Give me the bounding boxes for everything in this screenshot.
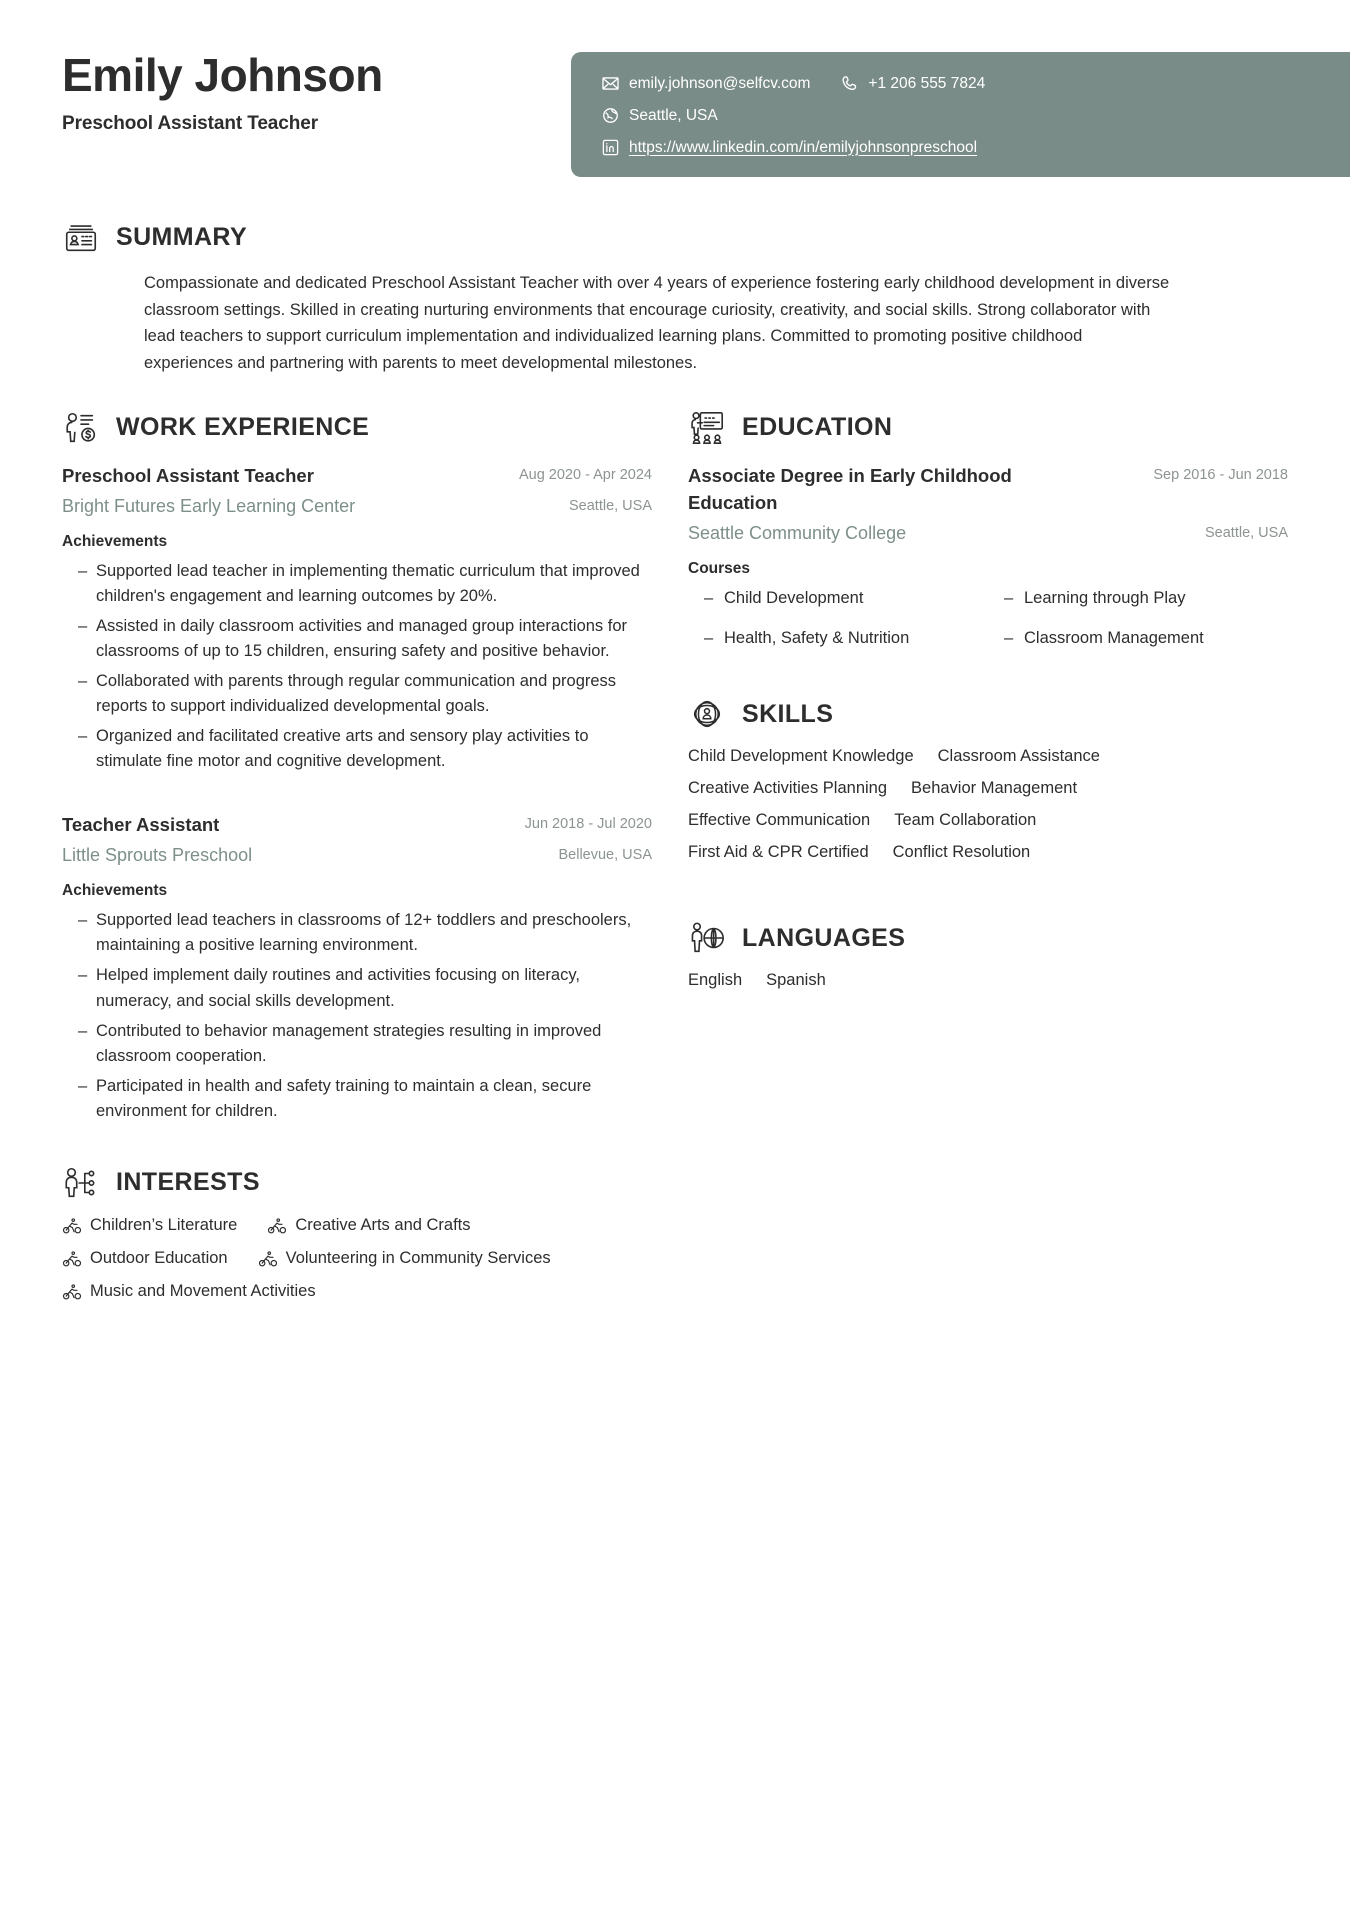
phone-icon xyxy=(840,74,859,93)
languages-heading xyxy=(688,919,1288,957)
section-skills xyxy=(688,695,1288,875)
job-title: Preschool Assistant Teacher xyxy=(62,112,319,134)
interests-list xyxy=(62,1216,622,1315)
achievement-item: – Contributed to behavior management strategies resulting in improved classroom cooperation. xyxy=(62,1019,652,1069)
achievement-item: – Assisted in daily classroom activities and managed group interactions for classrooms of up to 15 children, ensuring safety and positive behavior. xyxy=(62,614,652,664)
two-column-layout xyxy=(62,409,1288,1315)
interest-item xyxy=(62,1216,237,1236)
section-languages xyxy=(688,919,1288,1003)
course-item: – Classroom Management xyxy=(1002,626,1288,651)
contact-phone-text: +1 206 555 7824 xyxy=(868,74,986,92)
skill-item: Conflict Resolution xyxy=(892,843,1031,862)
summary-heading xyxy=(62,218,1288,256)
cyclist-icon xyxy=(62,1216,82,1236)
languages-title: LANGUAGES xyxy=(742,923,906,952)
contact-linkedin[interactable] xyxy=(601,138,977,157)
classroom-teaching-icon xyxy=(688,409,726,447)
interest-item xyxy=(62,1282,316,1302)
work-location: Bellevue, USA xyxy=(558,847,652,864)
education-institution: Seattle Community College xyxy=(688,522,907,543)
skills-title: SKILLS xyxy=(742,699,834,728)
globe-icon xyxy=(601,106,620,125)
education-date: Sep 2016 - Jun 2018 xyxy=(1153,466,1288,483)
courses-label: Courses xyxy=(688,559,751,577)
contact-location xyxy=(601,106,718,125)
resume-header xyxy=(0,0,1350,200)
summary-title: SUMMARY xyxy=(116,222,248,251)
achievements-list xyxy=(62,559,652,775)
work-entry-subheader xyxy=(62,493,652,519)
work-entry xyxy=(62,463,652,775)
contact-email[interactable] xyxy=(601,74,810,93)
work-organization: Bright Futures Early Learning Center xyxy=(62,495,356,516)
courses-grid xyxy=(688,586,1288,652)
skill-item: Effective Communication xyxy=(688,811,871,830)
work-entry xyxy=(62,812,652,1124)
person-globe-icon xyxy=(688,919,726,957)
work-role: Preschool Assistant Teacher xyxy=(62,464,314,486)
skill-item: Child Development Knowledge xyxy=(688,747,914,766)
id-card-icon xyxy=(62,218,100,256)
section-summary xyxy=(62,218,1288,377)
section-work-experience xyxy=(62,409,652,1124)
achievements-label: Achievements xyxy=(62,532,168,550)
achievement-item: – Supported lead teachers in classrooms of 12+ toddlers and preschoolers, maintaining a positive learning environment. xyxy=(62,908,652,958)
cyclist-icon xyxy=(62,1249,82,1269)
language-item: Spanish xyxy=(766,971,826,990)
contact-row-3 xyxy=(601,138,1324,157)
education-degree: Associate Degree in Early Childhood Education xyxy=(688,464,1012,513)
linkedin-icon xyxy=(601,138,620,157)
achievement-item: – Organized and facilitated creative arts and sensory play activities to stimulate fine motor and cognitive development. xyxy=(62,724,652,774)
identity-block xyxy=(62,50,383,135)
achievement-item: – Collaborated with parents through regular communication and progress reports to support individualized developmental goals. xyxy=(62,669,652,719)
person-salary-icon xyxy=(62,409,100,447)
person-network-icon xyxy=(62,1164,100,1202)
work-experience-heading xyxy=(62,409,652,447)
skill-item: Classroom Assistance xyxy=(937,747,1100,766)
education-heading xyxy=(688,409,1288,447)
interests-title: INTERESTS xyxy=(116,1168,260,1197)
section-interests xyxy=(62,1164,652,1315)
skills-list xyxy=(688,747,1248,875)
interest-label: Music and Movement Activities xyxy=(90,1282,316,1301)
interest-item xyxy=(267,1216,470,1236)
achievement-item: – Helped implement daily routines and activities focusing on literacy, numeracy, and social skills development. xyxy=(62,963,652,1013)
interest-label: Creative Arts and Crafts xyxy=(295,1216,471,1235)
contact-email-text: emily.johnson@selfcv.com xyxy=(629,74,811,92)
education-entry-header xyxy=(688,463,1288,517)
education-title: EDUCATION xyxy=(742,413,893,442)
skill-item: Creative Activities Planning xyxy=(688,779,888,798)
contact-card xyxy=(571,52,1350,177)
interest-label: Children’s Literature xyxy=(90,1216,238,1235)
education-entry xyxy=(688,463,1288,651)
summary-text: Compassionate and dedicated Preschool Assistant Teacher with over 4 years of experience fostering early childhood development in diverse classroom settings. Skilled in creating nurturing environments that encourage curiosity, creativity, and social skills. Strong collaborator with lead teachers to support curriculum implementation and individualized learning plans. Committed to promoting positive childhood experiences and partnering with parents to meet developmental milestones. xyxy=(144,274,1170,373)
achievements-label: Achievements xyxy=(62,882,168,900)
left-column xyxy=(62,409,652,1315)
page-title: Emily Johnson xyxy=(62,49,383,101)
cyclist-icon xyxy=(258,1249,278,1269)
work-experience-title: WORK EXPERIENCE xyxy=(116,413,370,442)
achievements-list xyxy=(62,908,652,1124)
interest-label: Volunteering in Community Services xyxy=(285,1249,551,1268)
work-location: Seattle, USA xyxy=(568,497,652,514)
contact-row-2 xyxy=(601,106,1324,125)
course-item: – Learning through Play xyxy=(1002,586,1288,611)
language-item: English xyxy=(688,971,743,990)
work-role: Teacher Assistant xyxy=(62,814,220,836)
envelope-icon xyxy=(601,74,620,93)
contact-phone[interactable] xyxy=(840,74,985,93)
course-item: – Health, Safety & Nutrition xyxy=(702,626,988,651)
cyclist-icon xyxy=(267,1216,287,1236)
work-date: Aug 2020 - Apr 2024 xyxy=(518,466,652,483)
work-organization: Little Sprouts Preschool xyxy=(62,845,253,866)
education-entry-subheader xyxy=(688,520,1288,546)
course-item: – Child Development xyxy=(702,586,988,611)
languages-list xyxy=(688,971,1248,1003)
skill-item: Team Collaboration xyxy=(894,811,1037,830)
work-entry-header xyxy=(62,463,652,490)
education-location: Seattle, USA xyxy=(1204,524,1288,541)
skill-item: Behavior Management xyxy=(911,779,1078,798)
contact-linkedin-text: https://www.linkedin.com/in/emilyjohnsonpreschool xyxy=(629,138,978,156)
skill-item: First Aid & CPR Certified xyxy=(688,843,869,862)
interest-item xyxy=(62,1249,228,1269)
interest-item xyxy=(258,1249,551,1269)
work-entry-header xyxy=(62,812,652,839)
cyclist-icon xyxy=(62,1282,82,1302)
work-date: Jun 2018 - Jul 2020 xyxy=(524,816,652,833)
interest-label: Outdoor Education xyxy=(90,1249,228,1268)
interests-heading xyxy=(62,1164,652,1202)
contact-location-text: Seattle, USA xyxy=(629,106,718,124)
work-entry-subheader xyxy=(62,842,652,868)
achievement-item: – Participated in health and safety training to maintain a clean, secure environment for children. xyxy=(62,1074,652,1124)
contact-row-1 xyxy=(601,74,1324,93)
skills-heading xyxy=(688,695,1288,733)
right-column xyxy=(688,409,1288,1315)
section-education xyxy=(688,409,1288,651)
resume-body xyxy=(0,218,1350,1315)
skills-badge-icon xyxy=(688,695,726,733)
achievement-item: – Supported lead teacher in implementing thematic curriculum that improved children's engagement and learning outcomes by 20%. xyxy=(62,559,652,609)
